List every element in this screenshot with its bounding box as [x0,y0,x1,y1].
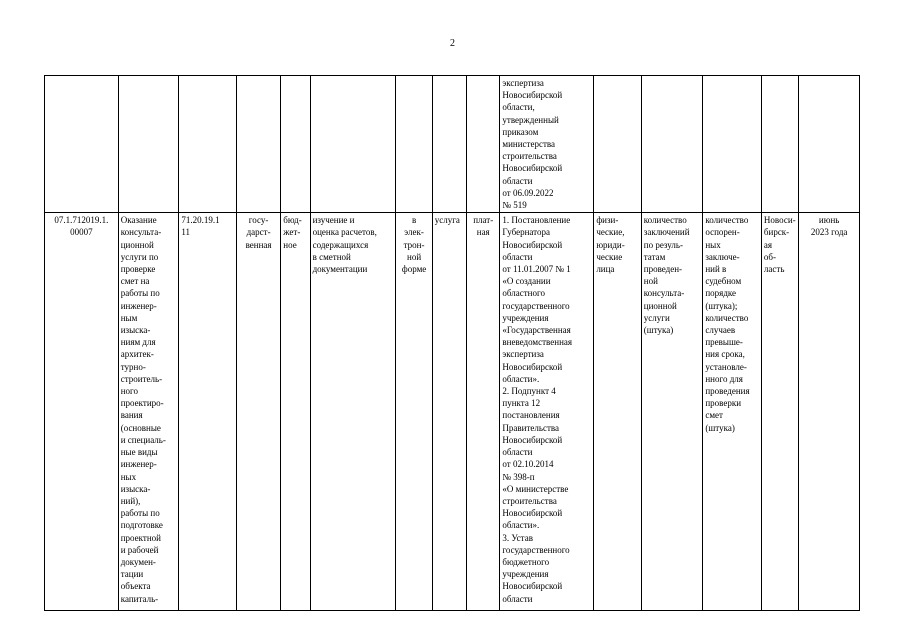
cell-empty [45,76,119,213]
cell-registry-code: 07.1.712019.1. 00007 [45,213,119,611]
cell-empty [236,76,280,213]
cell-inclusion-date: июнь 2023 года [799,213,860,611]
cell-empty [432,76,466,213]
cell-institution-type: бюд- жет- ное [281,213,310,611]
cell-empty [594,76,641,213]
cell-delivery-form: в элек- трон- ной форме [396,213,432,611]
cell-quality-indicator: количество оспорен- ных заключе- ний в судебном порядке (штука); количество случаев превыше- ния срока, установле- нного для проведения проверки смет (штука) [703,213,762,611]
cell-service-content: изучение и оценка расчетов, содержащихся в сметной документации [310,213,396,611]
cell-empty [761,76,798,213]
cell-empty [641,76,703,213]
cell-territory: Новоси- бирск- ая об- ласть [761,213,798,611]
cell-volume-indicator: количество заключений по резуль- татам проведен- ной консульта- ционной услуги (штука) [641,213,703,611]
cell-okpd-code: 71.20.19.1 11 [179,213,237,611]
table-row-service [45,213,860,611]
cell-service-kind: услуга [432,213,466,611]
page-number: 2 [450,38,455,49]
cell-empty [179,76,237,213]
cell-empty [799,76,860,213]
cell-service-name: Оказание консульта- ционной услуги по проверке смет на работы по инженер- ным изыска- ниям для архитек- турно- строитель- ного проектиро- вания (основные и специаль- ные виды инженер- ных изыска- ний), работы по подготовке проектной и рабочей докумен- тации объекта капиталь- [118,213,179,611]
cell-empty [396,76,432,213]
cell-paid-status: плат- ная [467,213,500,611]
cell-empty [118,76,179,213]
cell-consumers: физи- ческие, юриди- ческие лица [594,213,641,611]
cell-empty [281,76,310,213]
table-row-continuation [45,76,860,213]
services-register-table [44,75,860,611]
cell-legal-basis-continued: экспертиза Новосибирской области, утвержденный приказом министерства строительства Новосибирской области от 06.09.2022 № 519 [500,76,594,213]
cell-legal-basis: 1. Постановление Губернатора Новосибирской области от 11.01.2007 № 1 «О создании областного государственного учреждения «Государственная вневедомственная экспертиза Новосибирской области». 2. Подпункт 4 пункта 12 постановления Правительства Новосибирской области от 02.10.2014 № 398-п «О министерстве строительства Новосибирской области». 3. Устав государственного бюджетного учреждения Новосибирской области [500,213,594,611]
cell-empty [467,76,500,213]
cell-empty [703,76,762,213]
cell-service-type: госу- дарст- венная [236,213,280,611]
cell-empty [310,76,396,213]
